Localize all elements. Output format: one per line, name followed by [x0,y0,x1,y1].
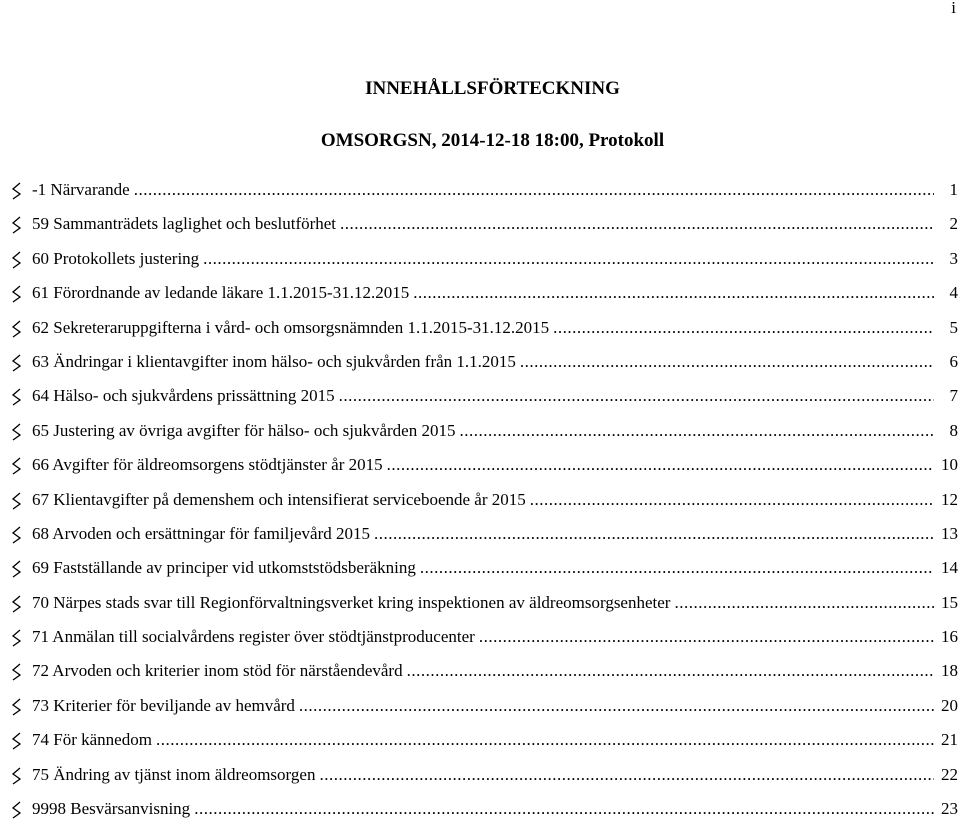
table-of-contents [10,180,958,833]
paragraph-section-icon [10,661,24,681]
toc-entry[interactable] [10,696,958,730]
toc-entry-page-number: 8 [949,420,958,440]
toc-entry[interactable] [10,180,958,214]
toc-entry-label[interactable]: 74 För kännedom [32,730,152,750]
toc-entry-label[interactable]: 69 Fastställande av principer vid utkomststödsberäkning [32,558,416,578]
toc-entry-page-number: 12 [941,489,958,509]
toc-entry[interactable] [10,524,958,558]
paragraph-section-icon [10,180,24,200]
toc-entry-page-number: 13 [941,523,958,543]
toc-entry-label[interactable]: 66 Avgifter för äldreomsorgens stödtjänster år 2015 [32,455,383,475]
dot-leader [553,318,934,338]
paragraph-section-icon [10,524,24,544]
toc-entry-page-number: 2 [949,214,958,234]
toc-entry[interactable] [10,318,958,352]
dot-leader [479,627,934,647]
toc-entry[interactable] [10,799,958,833]
toc-entry-label[interactable]: 72 Arvoden och kriterier inom stöd för närståendevård [32,661,403,681]
toc-entry-label[interactable]: 70 Närpes stads svar till Regionförvaltningsverket kring inspektionen av äldreomsorgsenheter [32,592,671,612]
dot-leader [340,214,934,234]
toc-entry-page-number: 18 [941,661,958,681]
paragraph-section-icon [10,283,24,303]
paragraph-section-icon [10,318,24,338]
toc-entry-label[interactable]: 59 Sammanträdets laglighet och beslutförhet [32,214,337,234]
dot-leader [413,283,934,303]
page-number: i [951,0,956,17]
paragraph-section-icon [10,696,24,716]
toc-entry-label[interactable]: 71 Anmälan till socialvårdens register över stödtjänstproducenter [32,627,475,647]
toc-entry[interactable] [10,593,958,627]
toc-entry-page-number: 21 [941,730,958,750]
paragraph-section-icon [10,765,24,785]
toc-entry[interactable] [10,730,958,764]
toc-entry-label[interactable]: 63 Ändringar i klientavgifter inom hälso- och sjukvården från 1.1.2015 [32,351,516,371]
toc-entry-page-number: 15 [941,592,958,612]
dot-leader [203,249,934,269]
toc-entry[interactable] [10,765,958,799]
paragraph-section-icon [10,558,24,578]
paragraph-section-icon [10,455,24,475]
toc-entry[interactable] [10,421,958,455]
toc-entry-label[interactable]: -1 Närvarande [32,180,130,199]
dot-leader [374,524,934,544]
toc-entry-page-number: 6 [949,351,958,371]
dot-leader [674,593,934,613]
paragraph-section-icon [10,593,24,613]
toc-entry[interactable] [10,455,958,489]
toc-entry-label[interactable]: 64 Hälso- och sjukvårdens prissättning 2015 [32,386,335,406]
dot-leader [319,765,934,785]
toc-entry-page-number: 14 [941,558,958,578]
toc-entry-label[interactable]: 68 Arvoden och ersättningar för familjevård 2015 [32,523,371,543]
paragraph-section-icon [10,214,24,234]
toc-entry[interactable] [10,283,958,317]
paragraph-section-icon [10,490,24,510]
dot-leader [156,730,934,750]
toc-entry[interactable] [10,661,958,695]
toc-entry[interactable] [10,627,958,661]
toc-entry-page-number: 20 [941,695,958,715]
toc-entry-label[interactable]: 75 Ändring av tjänst inom äldreomsorgen [32,764,316,784]
paragraph-section-icon [10,421,24,441]
dot-leader [459,421,934,441]
toc-entry-page-number: 23 [941,799,958,819]
dot-leader [339,386,934,406]
toc-entry-page-number: 5 [949,317,958,337]
toc-entry-label[interactable]: 67 Klientavgifter på demenshem och intensifierat serviceboende år 2015 [32,489,526,509]
toc-entry[interactable] [10,352,958,386]
dot-leader [134,180,934,200]
toc-entry[interactable] [10,558,958,592]
toc-entry-label[interactable]: 73 Kriterier för beviljande av hemvård [32,695,295,715]
paragraph-section-icon [10,799,24,819]
toc-entry[interactable] [10,214,958,248]
toc-entry[interactable] [10,490,958,524]
paragraph-section-icon [10,249,24,269]
toc-entry-page-number: 22 [941,764,958,784]
toc-entry-page-number: 16 [941,627,958,647]
document-subtitle: OMSORGSN, 2014-12-18 18:00, Protokoll [320,130,665,151]
dot-leader [530,490,934,510]
dot-leader [387,455,934,475]
toc-entry-page-number: 1 [949,180,958,199]
paragraph-section-icon [10,730,24,750]
toc-entry-page-number: 7 [949,386,958,406]
paragraph-section-icon [10,352,24,372]
document-title: INNEHÅLLSFÖRTECKNING [365,78,620,99]
dot-leader [420,558,934,578]
toc-entry-label[interactable]: 62 Sekreteraruppgifterna i vård- och omsorgsnämnden 1.1.2015-31.12.2015 [32,317,550,337]
toc-entry-label[interactable]: 61 Förordnande av ledande läkare 1.1.2015-31.12.2015 [32,283,410,303]
dot-leader [407,661,934,681]
toc-entry-page-number: 10 [941,455,958,475]
toc-entry-label[interactable]: 65 Justering av övriga avgifter för hälso- och sjukvården 2015 [32,420,456,440]
toc-entry-label[interactable]: 9998 Besvärsanvisning [32,799,191,819]
dot-leader [299,696,934,716]
dot-leader [194,799,934,819]
toc-entry-page-number: 4 [949,283,958,303]
toc-entry[interactable] [10,386,958,420]
paragraph-section-icon [10,627,24,647]
toc-entry[interactable] [10,249,958,283]
toc-entry-label[interactable]: 60 Protokollets justering [32,248,200,268]
toc-entry-page-number: 3 [949,248,958,268]
dot-leader [520,352,934,372]
paragraph-section-icon [10,386,24,406]
